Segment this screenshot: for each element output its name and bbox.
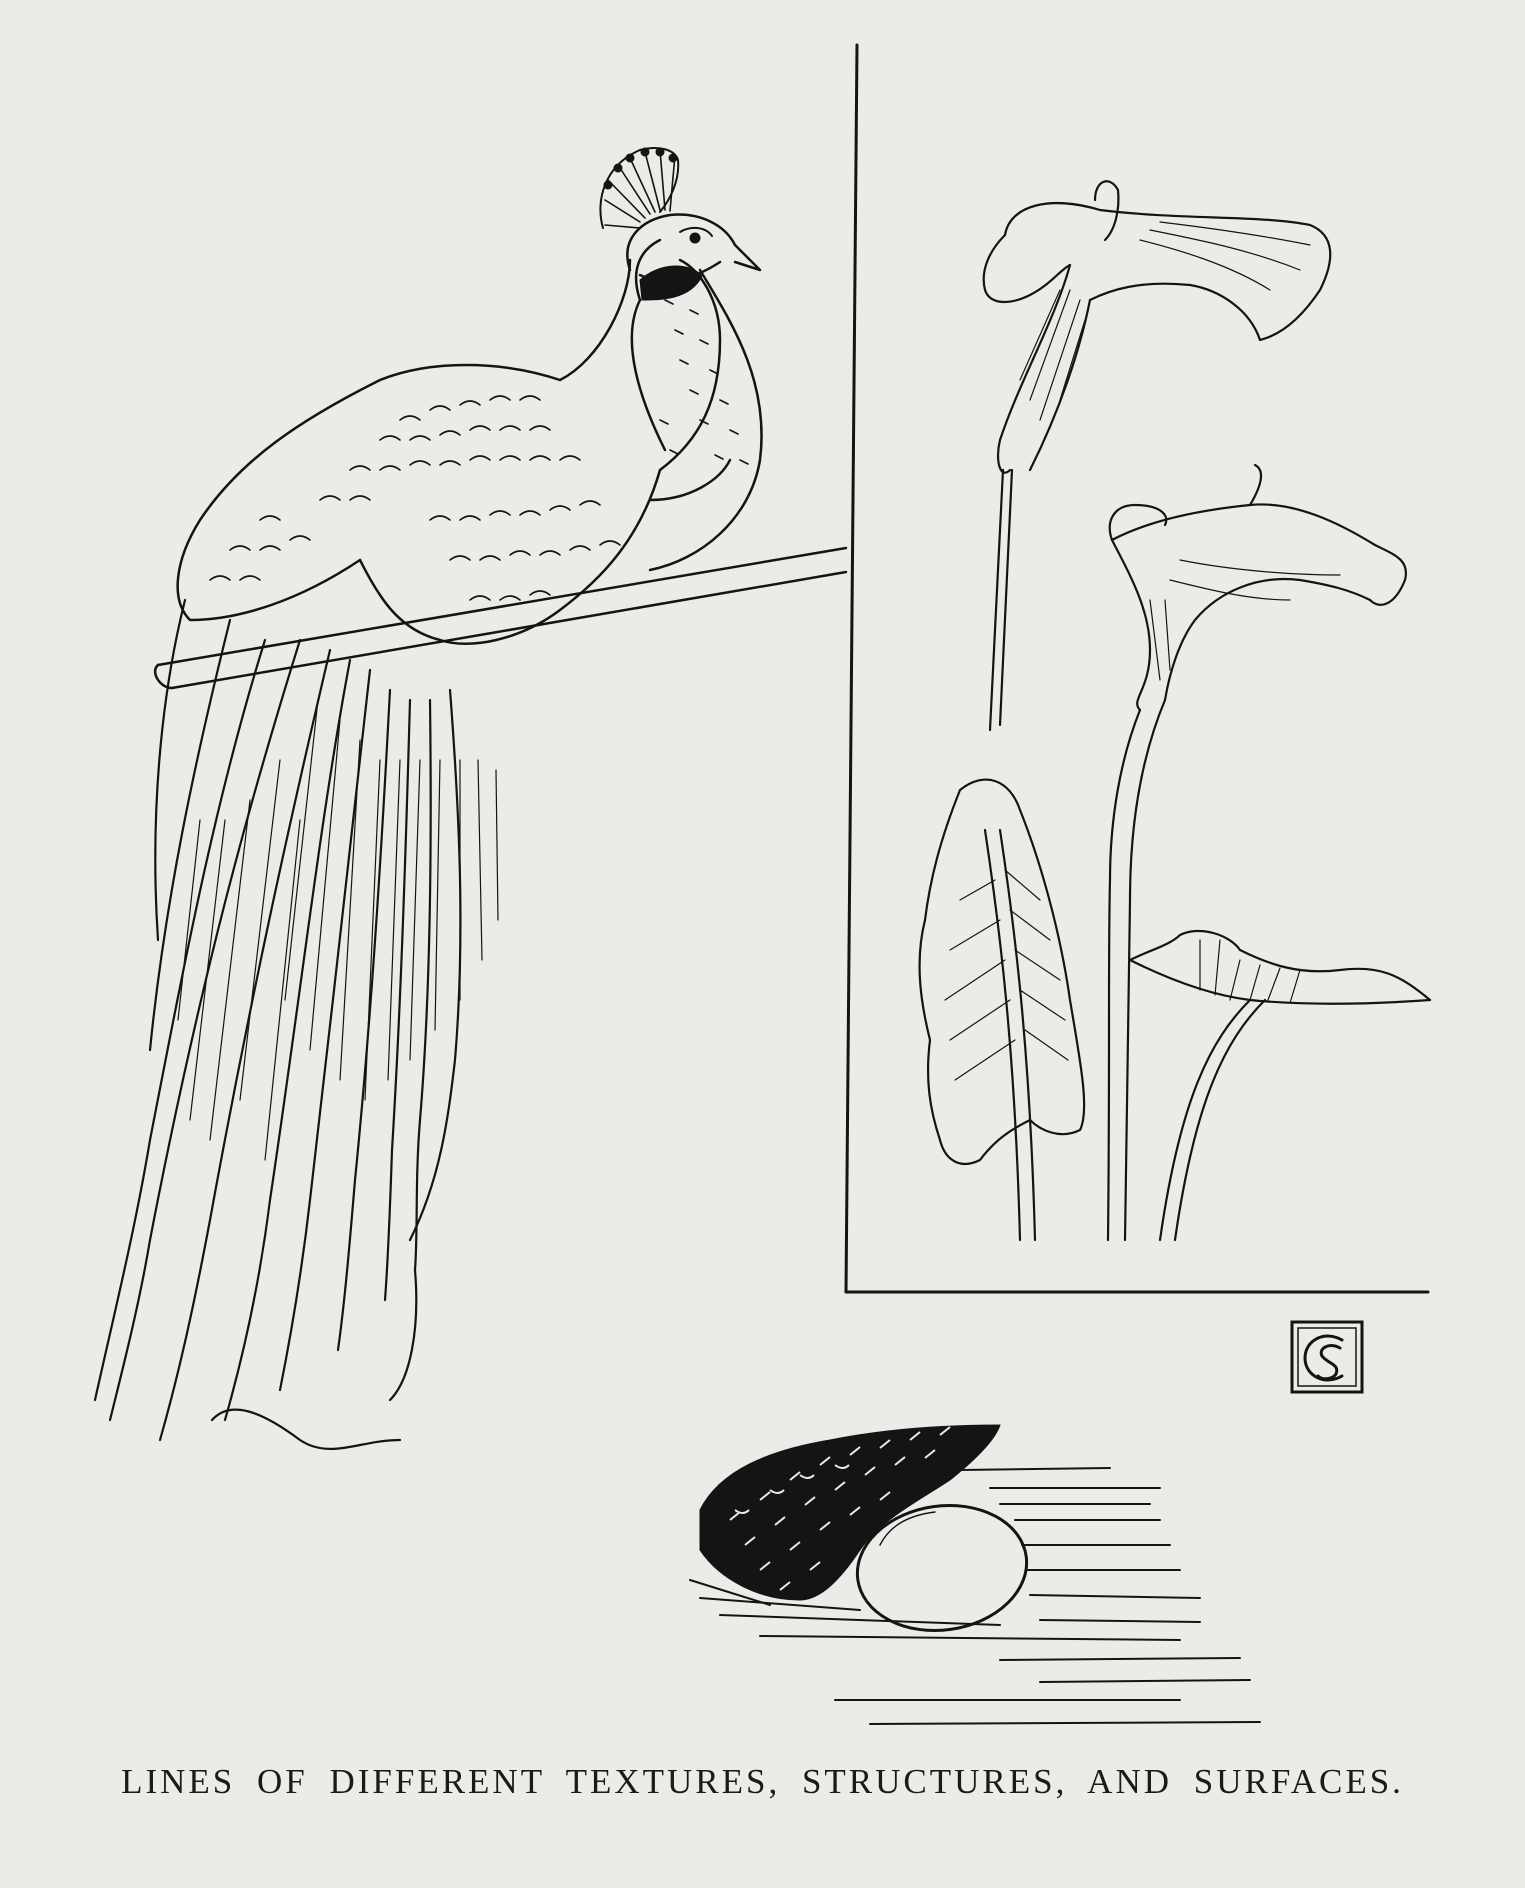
peacock-drawing — [95, 148, 762, 1449]
lily-frame — [846, 45, 1428, 1292]
calla-lily-drawing — [920, 181, 1430, 1240]
monogram-stamp — [1292, 1322, 1362, 1392]
perch-branch — [155, 548, 846, 688]
pine-cone-and-egg-drawing — [690, 1425, 1260, 1724]
plate-caption: LINES OF DIFFERENT TEXTURES, STRUCTURES, AND SURFACES. — [121, 1762, 1404, 1801]
